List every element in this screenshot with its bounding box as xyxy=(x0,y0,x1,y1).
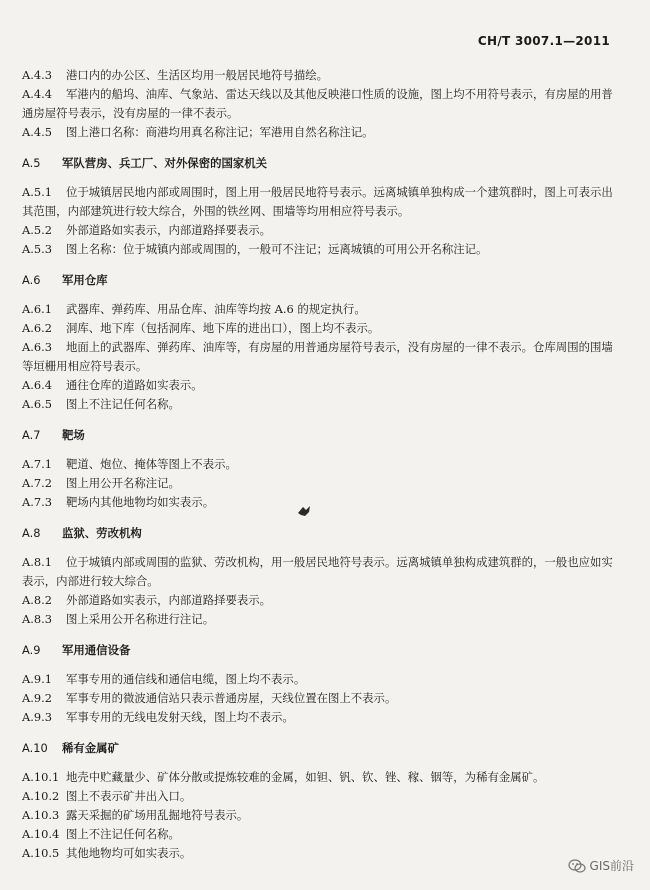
clause-paragraph xyxy=(22,610,622,629)
watermark-text: GIS前沿 xyxy=(589,859,634,873)
clause-paragraph xyxy=(22,183,622,221)
clause-number: A.9.3 xyxy=(22,710,52,724)
clause-paragraph xyxy=(22,474,622,493)
clause-number: A.8.2 xyxy=(22,593,52,607)
clause-paragraph xyxy=(22,319,622,338)
clause-paragraph xyxy=(22,395,622,414)
clause-paragraph xyxy=(22,689,622,708)
clause-text: 军事专用的无线电发射天线，图上均不表示。 xyxy=(66,710,294,724)
clause-number: A.6.4 xyxy=(22,378,52,392)
clause-text: 图上不表示矿井出入口。 xyxy=(66,789,192,803)
clause-paragraph xyxy=(22,591,622,610)
clause-text: 通往仓库的道路如实表示。 xyxy=(66,378,203,392)
section-number: A.7 xyxy=(22,428,41,442)
clause-number: A.10.1 xyxy=(22,770,60,784)
clause-number: A.9.1 xyxy=(22,672,52,686)
section-heading xyxy=(22,271,622,290)
clause-paragraph xyxy=(22,825,622,844)
clause-number: A.7.1 xyxy=(22,457,52,471)
clause-paragraph xyxy=(22,338,622,376)
section-number: A.10 xyxy=(22,741,48,755)
clause-number: A.6.5 xyxy=(22,397,52,411)
clause-text: 位于城镇内部或周围的监狱、劳改机构，用一般居民地符号表示。远离城镇单独构成建筑群的，一般也应如实表示，内部进行较大综合。 xyxy=(22,555,613,588)
section-number: A.9 xyxy=(22,643,41,657)
clause-paragraph xyxy=(22,553,622,591)
clause-text: 外部道路如实表示，内部道路择要表示。 xyxy=(66,593,272,607)
clause-paragraph xyxy=(22,85,622,123)
clause-paragraph xyxy=(22,844,622,863)
clause-paragraph xyxy=(22,708,622,727)
clause-number: A.7.3 xyxy=(22,495,52,509)
clause-text: 图上采用公开名称进行注记。 xyxy=(66,612,215,626)
section-title: 军用通信设备 xyxy=(62,643,131,657)
clause-number: A.6.3 xyxy=(22,340,52,354)
clause-text: 军事专用的微波通信站只表示普通房屋，天线位置在图上不表示。 xyxy=(66,691,397,705)
clause-number: A.6.1 xyxy=(22,302,52,316)
clause-paragraph xyxy=(22,376,622,395)
clause-text: 露天采掘的矿场用乱掘地符号表示。 xyxy=(66,808,249,822)
clause-number: A.5.3 xyxy=(22,242,52,256)
section-title: 稀有金属矿 xyxy=(62,741,119,755)
clause-text: 军事专用的通信线和通信电缆，图上均不表示。 xyxy=(66,672,306,686)
clause-paragraph xyxy=(22,123,622,142)
clause-text: 靶道、炮位、掩体等图上不表示。 xyxy=(66,457,237,471)
section-number: A.8 xyxy=(22,526,41,540)
clause-number: A.4.4 xyxy=(22,87,52,101)
clause-number: A.10.5 xyxy=(22,846,60,860)
clause-text: 图上不注记任何名称。 xyxy=(66,827,180,841)
section-title: 监狱、劳改机构 xyxy=(62,526,142,540)
clause-text: 图上不注记任何名称。 xyxy=(66,397,180,411)
clause-text: 武器库、弹药库、用品仓库、油库等均按 A.6 的规定执行。 xyxy=(66,302,366,316)
clause-number: A.9.2 xyxy=(22,691,52,705)
watermark xyxy=(568,857,634,874)
clause-paragraph xyxy=(22,66,622,85)
document-body xyxy=(22,66,622,863)
clause-paragraph xyxy=(22,787,622,806)
clause-number: A.4.3 xyxy=(22,68,52,82)
section-title: 靶场 xyxy=(62,428,85,442)
clause-text: 靶场内其他地物均如实表示。 xyxy=(66,495,215,509)
clause-number: A.10.2 xyxy=(22,789,60,803)
clause-paragraph xyxy=(22,768,622,787)
section-number: A.5 xyxy=(22,156,41,170)
clause-paragraph xyxy=(22,221,622,240)
clause-paragraph xyxy=(22,455,622,474)
wechat-icon xyxy=(568,859,586,873)
clause-number: A.5.2 xyxy=(22,223,52,237)
section-heading xyxy=(22,426,622,445)
clause-text: 其他地物均可如实表示。 xyxy=(66,846,192,860)
section-heading xyxy=(22,524,622,543)
clause-text: 位于城镇居民地内部或周围时，图上用一般居民地符号表示。远离城镇单独构成一个建筑群时，图上可表示出其范围，内部建筑进行较大综合，外围的铁丝网、围墙等均用相应符号表示。 xyxy=(22,185,613,218)
clause-number: A.5.1 xyxy=(22,185,52,199)
section-heading xyxy=(22,154,622,173)
section-number: A.6 xyxy=(22,273,41,287)
clause-number: A.8.1 xyxy=(22,555,52,569)
clause-text: 图上名称：位于城镇内部或周围的，一般可不注记；远离城镇的可用公开名称注记。 xyxy=(66,242,488,256)
clause-text: 洞库、地下库（包括洞库、地下库的进出口），图上均不表示。 xyxy=(66,321,380,335)
clause-text: 军港内的船坞、油库、气象站、雷达天线以及其他反映港口性质的设施，图上均不用符号表示，有房屋的用普通房屋符号表示，没有房屋的一律不表示。 xyxy=(22,87,613,120)
clause-text: 图上用公开名称注记。 xyxy=(66,476,180,490)
clause-number: A.4.5 xyxy=(22,125,52,139)
clause-text: 地面上的武器库、弹药库、油库等，有房屋的用普通房屋符号表示，没有房屋的一律不表示。仓库周围的围墙等垣栅用相应符号表示。 xyxy=(22,340,613,373)
document-code: CH/T 3007.1—2011 xyxy=(477,34,610,48)
pointer-mark-icon xyxy=(296,504,312,518)
clause-number: A.10.4 xyxy=(22,827,60,841)
clause-text: 图上港口名称：商港均用真名称注记；军港用自然名称注记。 xyxy=(66,125,374,139)
clause-number: A.8.3 xyxy=(22,612,52,626)
clause-paragraph xyxy=(22,806,622,825)
clause-paragraph xyxy=(22,240,622,259)
section-title: 军队营房、兵工厂、对外保密的国家机关 xyxy=(62,156,268,170)
clause-paragraph xyxy=(22,300,622,319)
clause-text: 港口内的办公区、生活区均用一般居民地符号描绘。 xyxy=(66,68,328,82)
clause-number: A.10.3 xyxy=(22,808,60,822)
clause-text: 外部道路如实表示，内部道路择要表示。 xyxy=(66,223,272,237)
clause-text: 地壳中贮藏量少、矿体分散或提炼较难的金属，如钽、钒、钦、锉、稼、铟等，为稀有金属矿。 xyxy=(66,770,545,784)
clause-paragraph xyxy=(22,670,622,689)
section-heading xyxy=(22,641,622,660)
section-heading xyxy=(22,739,622,758)
section-title: 军用仓库 xyxy=(62,273,108,287)
clause-number: A.7.2 xyxy=(22,476,52,490)
clause-number: A.6.2 xyxy=(22,321,52,335)
clause-paragraph xyxy=(22,493,622,512)
